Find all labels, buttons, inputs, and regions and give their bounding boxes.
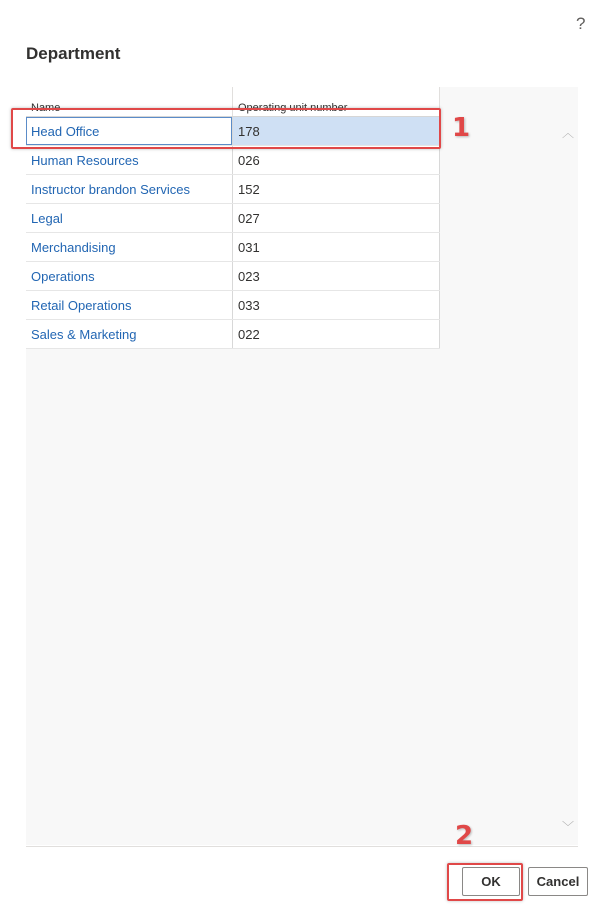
table-row[interactable] <box>26 233 440 262</box>
number-cell[interactable]: 027 <box>233 204 440 233</box>
table-row[interactable] <box>26 175 440 204</box>
table-row[interactable] <box>26 146 440 175</box>
footer-divider <box>26 846 578 847</box>
number-cell[interactable]: 033 <box>233 291 440 320</box>
name-cell[interactable]: Instructor brandon Services <box>26 175 233 204</box>
number-cell[interactable]: 026 <box>233 146 440 175</box>
annotation-highlight-row <box>11 108 441 149</box>
name-cell[interactable]: Human Resources <box>26 146 233 175</box>
number-cell[interactable]: 152 <box>233 175 440 204</box>
name-cell[interactable]: Head Office <box>26 117 233 146</box>
name-cell[interactable]: Retail Operations <box>26 291 233 320</box>
table-row[interactable] <box>26 320 440 349</box>
annotation-step-1: 1 <box>452 113 471 143</box>
table-row[interactable] <box>26 291 440 320</box>
number-cell[interactable]: 022 <box>233 320 440 349</box>
cancel-button[interactable]: Cancel <box>528 867 588 896</box>
ok-button[interactable]: OK <box>462 867 520 896</box>
name-cell[interactable]: Merchandising <box>26 233 233 262</box>
dialog-title: Department <box>26 44 121 63</box>
name-cell[interactable]: Legal <box>26 204 233 233</box>
table-row[interactable] <box>26 204 440 233</box>
table-row[interactable] <box>26 262 440 291</box>
number-cell[interactable]: 023 <box>233 262 440 291</box>
number-cell[interactable]: 178 <box>233 117 440 146</box>
column-header-operating-unit-number[interactable]: Operating unit number <box>233 87 440 117</box>
column-header-name[interactable]: Name <box>26 87 233 117</box>
help-icon[interactable]: ? <box>576 14 586 33</box>
scroll-up-icon[interactable]: ︿ <box>562 126 575 140</box>
scroll-down-icon[interactable]: ﹀ <box>562 820 575 834</box>
name-cell[interactable]: Sales & Marketing <box>26 320 233 349</box>
annotation-step-2: 2 <box>455 821 474 851</box>
name-cell[interactable]: Operations <box>26 262 233 291</box>
number-cell[interactable]: 031 <box>233 233 440 262</box>
